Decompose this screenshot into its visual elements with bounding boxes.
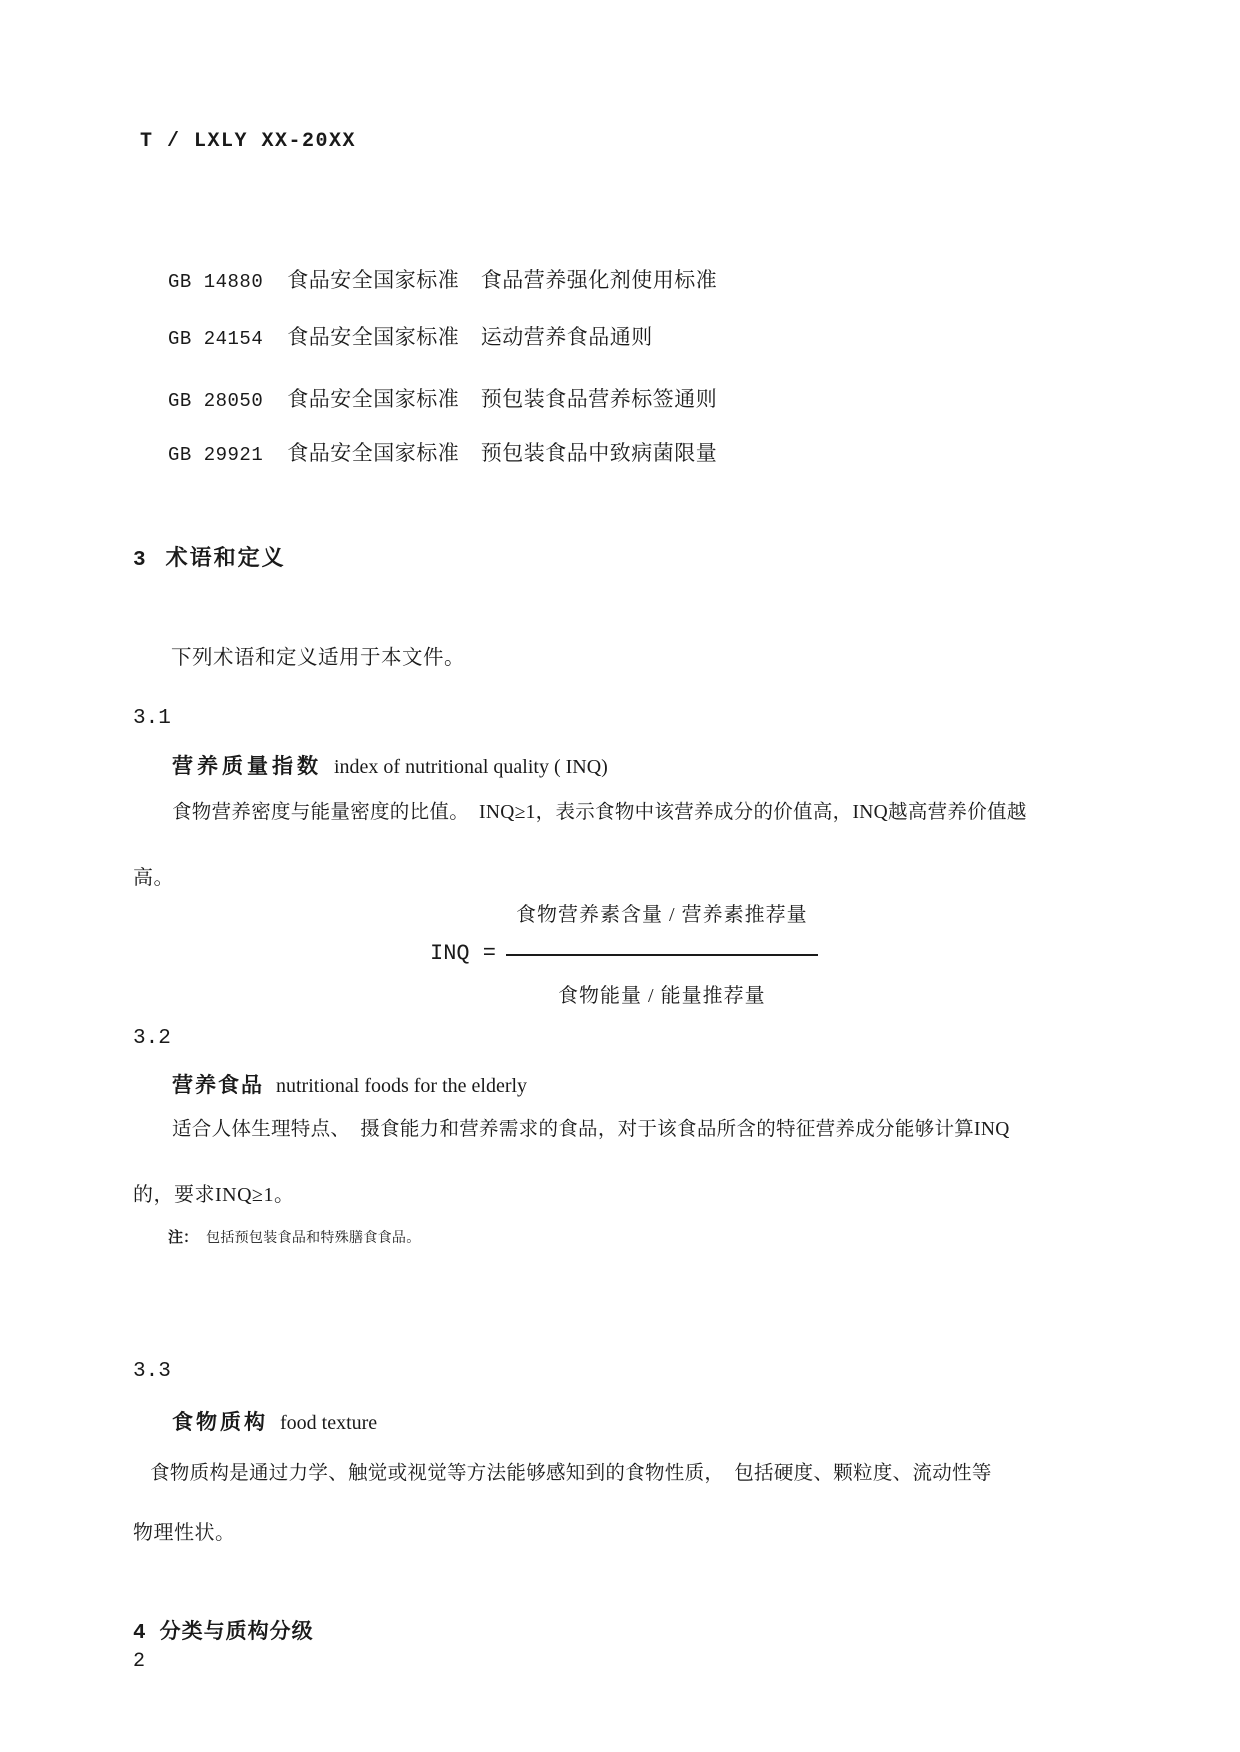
reference-title: 食品安全国家标准 运动营养食品通则 xyxy=(287,325,653,349)
term-3-1-number: 3.1 xyxy=(133,707,171,730)
doc-code-header: T / LXLY XX-20XX xyxy=(140,130,357,153)
term-zh: 营养质量指数 xyxy=(172,755,322,778)
term-3-2-definition-line-1: 适合人体生理特点、 摄食能力和营养需求的食品，对于该食品所含的特征营养成分能够计算INQ xyxy=(172,1119,1010,1140)
section-title: 分类与质构分级 xyxy=(159,1620,314,1643)
reference-item xyxy=(168,383,717,413)
term-en: food texture xyxy=(280,1412,378,1434)
term-en: index of nutritional quality ( INQ) xyxy=(334,756,608,778)
term-3-2-number: 3.2 xyxy=(133,1027,171,1050)
term-3-3-definition-line-2: 物理性状。 xyxy=(133,1522,236,1544)
terms-intro: 下列术语和定义适用于本文件。 xyxy=(171,647,465,669)
term-zh: 营养食品 xyxy=(172,1074,264,1097)
term-3-3-title xyxy=(172,1406,377,1436)
term-3-3-number: 3.3 xyxy=(133,1360,171,1383)
formula-lhs: INQ = xyxy=(430,940,497,966)
term-3-2-title xyxy=(172,1069,527,1099)
term-3-2-note xyxy=(168,1226,421,1247)
reference-item xyxy=(168,264,717,294)
formula-fraction xyxy=(506,898,818,1008)
reference-code: GB 24154 xyxy=(168,328,264,350)
term-zh: 食物质构 xyxy=(172,1411,268,1434)
reference-title: 食品安全国家标准 预包装食品营养标签通则 xyxy=(287,387,718,411)
section-number: 4 xyxy=(133,1622,146,1645)
term-3-1-definition-line-2: 高。 xyxy=(133,867,174,889)
formula-numerator: 食物营养素含量 / 营养素推荐量 xyxy=(506,898,818,956)
term-3-1-title xyxy=(172,750,608,780)
reference-code: GB 29921 xyxy=(168,444,264,466)
reference-title: 食品安全国家标准 预包装食品中致病菌限量 xyxy=(287,441,718,465)
reference-item xyxy=(168,437,717,467)
inq-formula xyxy=(430,898,818,1008)
note-label: 注： xyxy=(168,1230,199,1246)
reference-item xyxy=(168,321,653,351)
note-text: 包括预包装食品和特殊膳食食品。 xyxy=(206,1231,421,1246)
reference-code: GB 28050 xyxy=(168,390,264,412)
section-4-heading xyxy=(133,1615,314,1645)
section-number: 3 xyxy=(133,549,146,572)
reference-title: 食品安全国家标准 食品营养强化剂使用标准 xyxy=(287,268,718,292)
term-3-1-definition-line-1: 食物营养密度与能量密度的比值。 INQ≥1，表示食物中该营养成分的价值高，INQ越高营养价值越 xyxy=(172,802,1027,823)
term-3-3-definition-line-1: 食物质构是通过力学、触觉或视觉等方法能够感知到的食物性质， 包括硬度、颗粒度、流动性等 xyxy=(150,1463,992,1484)
page-number: 2 xyxy=(133,1650,146,1673)
term-en: nutritional foods for the elderly xyxy=(276,1075,528,1097)
formula-denominator: 食物能量 / 能量推荐量 xyxy=(558,985,766,1007)
section-title: 术语和定义 xyxy=(165,545,286,570)
reference-code: GB 14880 xyxy=(168,271,264,293)
section-3-heading xyxy=(133,541,286,572)
term-3-2-definition-line-2: 的，要求INQ≥1。 xyxy=(133,1184,295,1206)
